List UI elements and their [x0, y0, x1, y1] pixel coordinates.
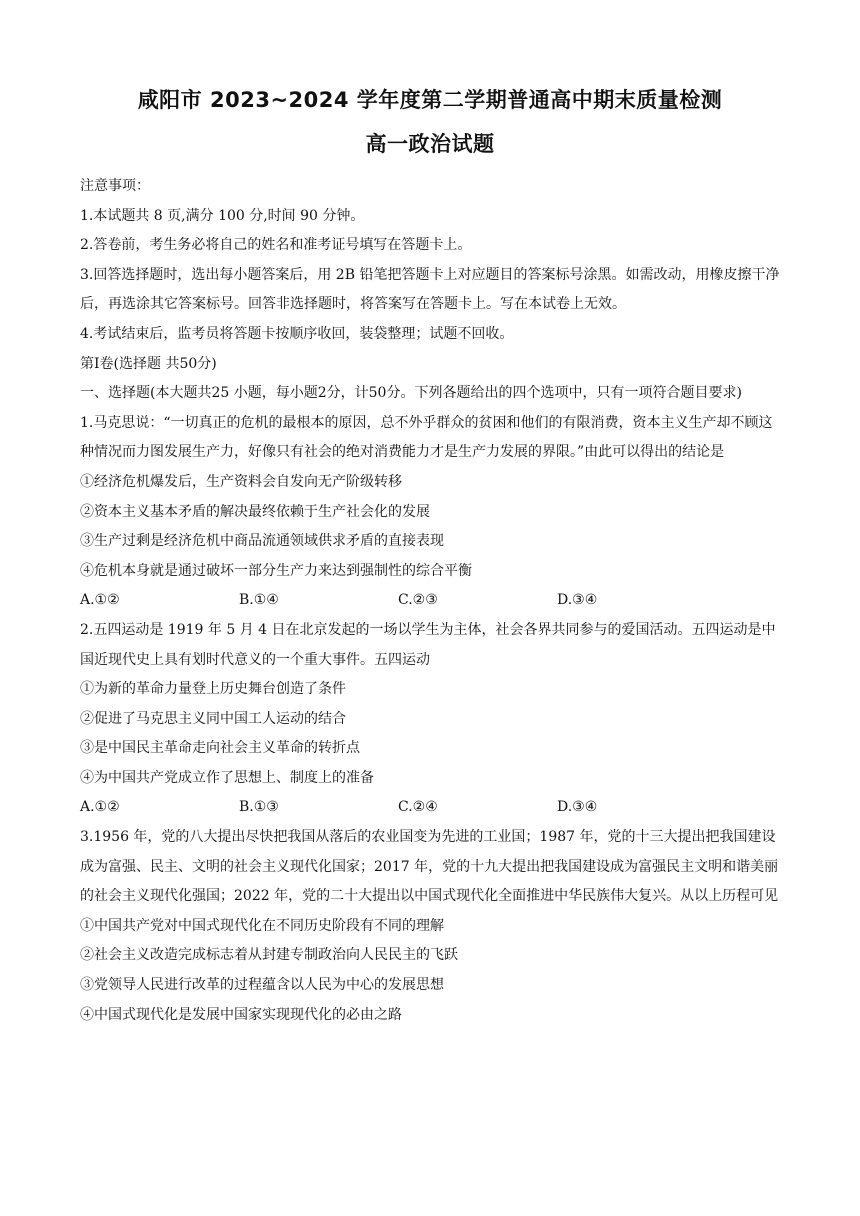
- option-d: D.③④: [557, 592, 598, 609]
- option-b: B.①④: [239, 592, 279, 609]
- option-a: A.①②: [80, 592, 120, 609]
- statement-item: ③生产过剩是经济危机中商品流通领域供求矛盾的直接表现: [80, 533, 444, 550]
- statement-item: ③党领导人民进行改革的过程蕴含以人民为中心的发展思想: [80, 977, 444, 994]
- question-stem: 1.马克思说：“一切真正的危机的最根本的原因，总不外乎群众的贫困和他们的有限消费，资本主义生产却不顾这种情况而力图发展生产力，好像只有社会的绝对消费能力才是生产力发展的界限。”由此可以得出的结论是: [80, 414, 773, 461]
- option-a: A.①②: [80, 799, 120, 816]
- statement-item: ③是中国民主革命走向社会主义革命的转折点: [80, 740, 360, 757]
- answer-options: [80, 793, 785, 823]
- statement-item: ④危机本身就是通过破坏一部分生产力来达到强制性的综合平衡: [80, 562, 472, 579]
- option-c: C.②④: [398, 799, 438, 816]
- notice-item: 2.答卷前，考生务必将自己的姓名和准考证号填写在答题卡上。: [80, 237, 472, 254]
- answer-options: [80, 586, 785, 616]
- notice-item: 4.考试结束后，监考员将答题卡按顺序收回，装袋整理；试题不回收。: [80, 325, 514, 342]
- statement-item: ④为中国共产党成立作了思想上、制度上的准备: [80, 769, 374, 786]
- statement-item: ④中国式现代化是发展中国家实现现代化的必由之路: [80, 1006, 402, 1023]
- notice-item: 1.本试题共 8 页,满分 100 分,时间 90 分钟。: [80, 207, 365, 224]
- notice-heading: 注意事项：: [80, 178, 150, 194]
- statement-item: ①经济危机爆发后，生产资料会自发向无产阶级转移: [80, 473, 402, 490]
- statement-item: ②社会主义改造完成标志着从封建专制政治向人民民主的飞跃: [80, 947, 458, 964]
- statement-item: ①中国共产党对中国式现代化在不同历史阶段有不同的理解: [80, 917, 444, 934]
- section-instruction: 一、选择题(本大题共25 小题，每小题2分，计50分。下列各题给出的四个选项中，只有一项符合题目要求): [80, 385, 742, 402]
- volume-heading: 第Ⅰ卷(选择题 共50分): [80, 355, 217, 372]
- question-stem: 2.五四运动是 1919 年 5 月 4 日在北京发起的一场以学生为主体，社会各界共同参与的爱国活动。五四运动是中国近现代史上具有划时代意义的一个重大事件。五四运动: [80, 621, 776, 668]
- option-b: B.①③: [239, 799, 279, 816]
- option-c: C.②③: [398, 592, 438, 609]
- exam-body: [80, 172, 785, 1030]
- statement-item: ②资本主义基本矛盾的解决最终依赖于生产社会化的发展: [80, 503, 430, 520]
- option-d: D.③④: [557, 799, 598, 816]
- exam-title: 咸阳市 2023~2024 学年度第二学期普通高中期末质量检测: [137, 88, 723, 112]
- exam-subtitle: 高一政治试题: [365, 132, 495, 156]
- statement-item: ②促进了马克思主义同中国工人运动的结合: [80, 710, 346, 727]
- notice-item: 3.回答选择题时，选出每小题答案后，用 2B 铅笔把答题卡上对应题目的答案标号涂黑。如需改动，用橡皮擦干净后，再选涂其它答案标号。回答非选择题时，将答案写在答题卡上。写在本试卷上无效。: [80, 266, 780, 313]
- question-stem: 3.1956 年，党的八大提出尽快把我国从落后的农业国变为先进的工业国；1987 年，党的十三大提出把我国建设成为富强、民主、文明的社会主义现代化国家；2017 年，党的十九大提出把我国建设成为富强民主文明和谐美丽的社会主义现代化强国；2022 年，党的二十大提出以中国式现代化全面推进中华民族伟大复兴。从以上历程可见: [80, 829, 779, 905]
- statement-item: ①为新的革命力量登上历史舞台创造了条件: [80, 681, 346, 698]
